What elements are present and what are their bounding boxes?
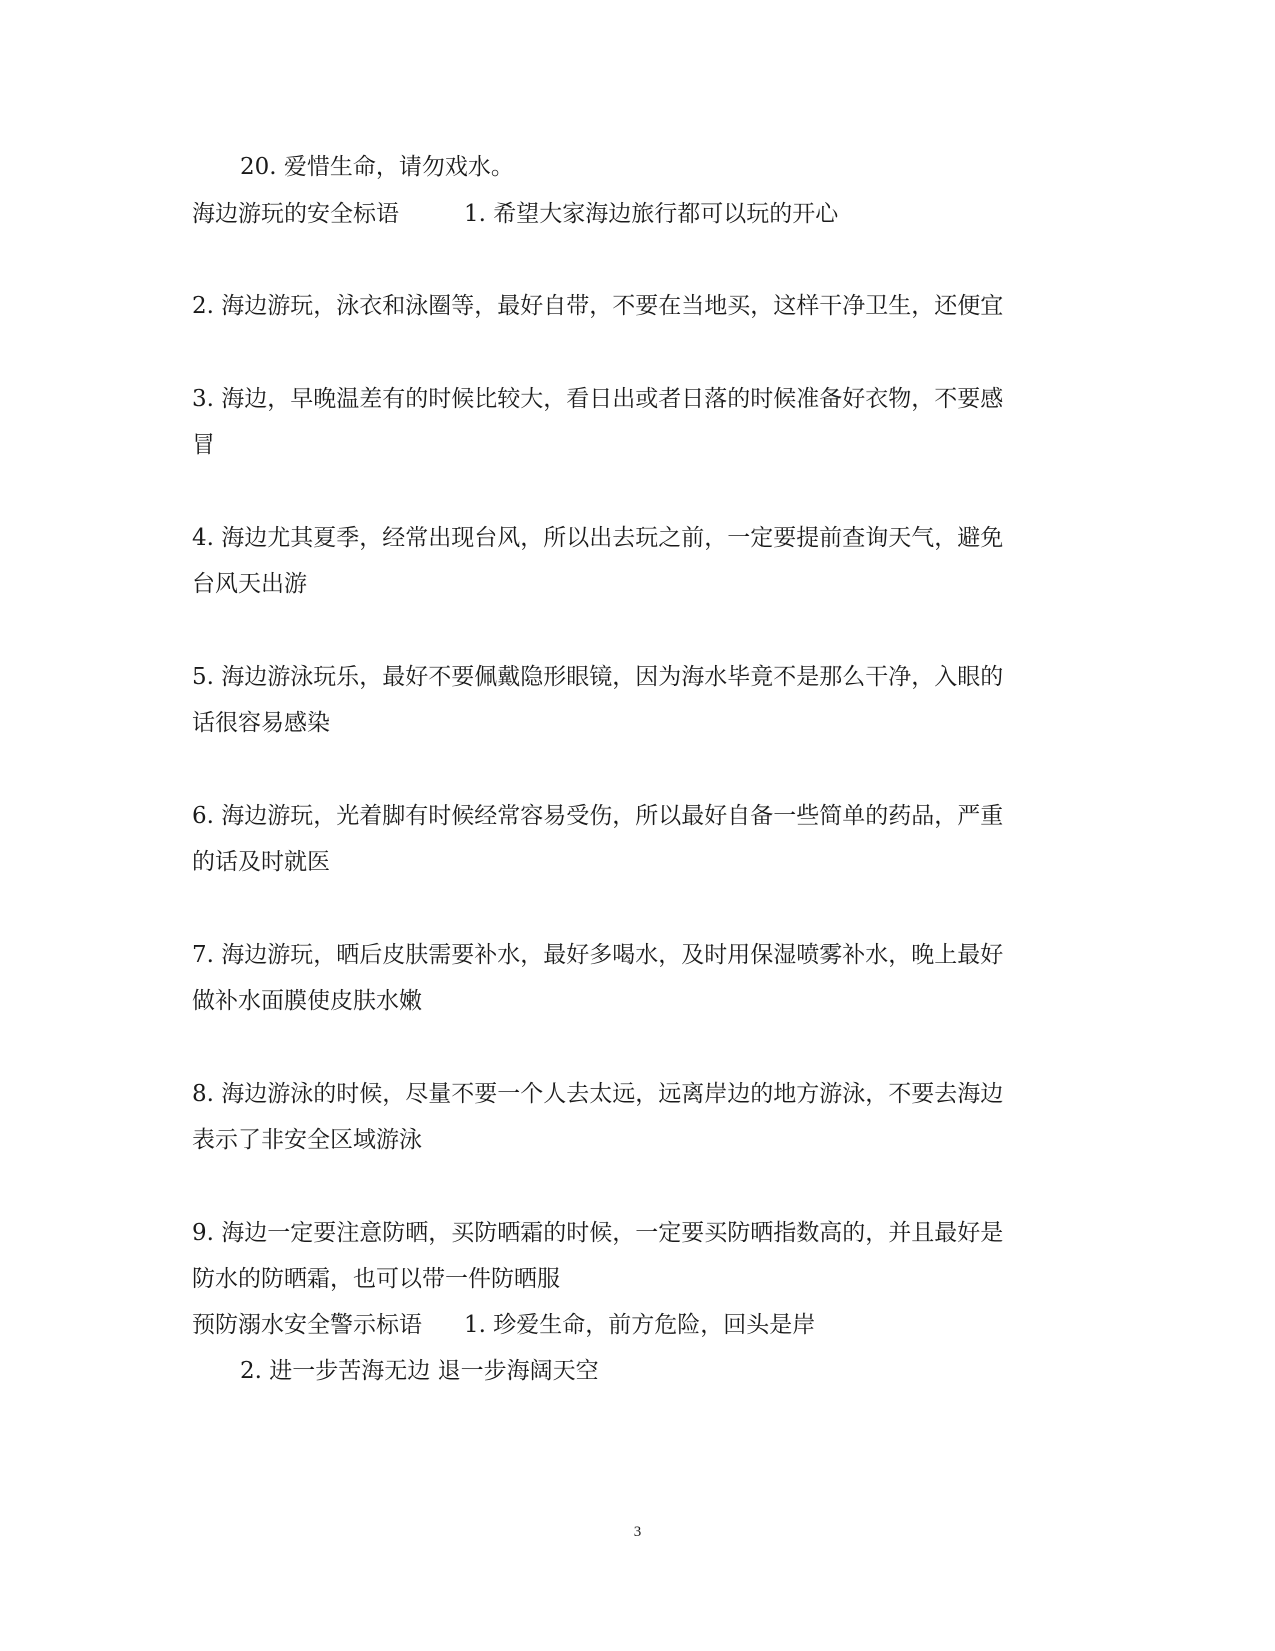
list-item-4-cont: 台风天出游 <box>192 571 307 597</box>
list-item-4: 4. 海边尤其夏季，经常出现台风，所以出去玩之前，一定要提前查询天气，避免 <box>192 525 1004 551</box>
section-title-drowning-prevention: 预防溺水安全警示标语 <box>192 1312 422 1338</box>
list-item-1: 1. 希望大家海边旅行都可以玩的开心 <box>464 201 839 227</box>
warning-item-2: 2. 进一步苦海无边 退一步海阔天空 <box>240 1358 599 1384</box>
list-item-6: 6. 海边游玩，光着脚有时候经常容易受伤，所以最好自备一些简单的药品，严重 <box>192 803 1004 829</box>
list-item-9: 9. 海边一定要注意防晒，买防晒霜的时候，一定要买防晒指数高的，并且最好是 <box>192 1220 1004 1246</box>
list-item-3-cont: 冒 <box>192 432 215 458</box>
page-number: 3 <box>633 1524 642 1540</box>
section-heading-line-2 <box>192 1310 815 1340</box>
list-item-8-cont: 表示了非安全区域游泳 <box>192 1127 422 1153</box>
list-item-6-cont: 的话及时就医 <box>192 849 330 875</box>
list-item-2: 2. 海边游玩，泳衣和泳圈等，最好自带，不要在当地买，这样干净卫生，还便宜 <box>192 293 1004 319</box>
list-item-7: 7. 海边游玩，晒后皮肤需要补水，最好多喝水，及时用保湿喷雾补水，晚上最好 <box>192 942 1004 968</box>
list-item-7-cont: 做补水面膜使皮肤水嫩 <box>192 988 422 1014</box>
list-item-8: 8. 海边游泳的时候，尽量不要一个人去太远，远离岸边的地方游泳，不要去海边 <box>192 1081 1004 1107</box>
list-item-5: 5. 海边游泳玩乐，最好不要佩戴隐形眼镜，因为海水毕竟不是那么干净，入眼的 <box>192 664 1004 690</box>
list-item-5-cont: 话很容易感染 <box>192 710 330 736</box>
list-item-3: 3. 海边，早晚温差有的时候比较大，看日出或者日落的时候准备好衣物，不要感 <box>192 386 1004 412</box>
intro-line: 20. 爱惜生命，请勿戏水。 <box>240 154 514 180</box>
section-heading-line <box>192 199 838 229</box>
list-item-9-cont: 防水的防晒霜，也可以带一件防晒服 <box>192 1266 560 1292</box>
section-title-beach-safety: 海边游玩的安全标语 <box>192 201 399 227</box>
warning-item-1: 1. 珍爱生命，前方危险，回头是岸 <box>464 1312 816 1338</box>
